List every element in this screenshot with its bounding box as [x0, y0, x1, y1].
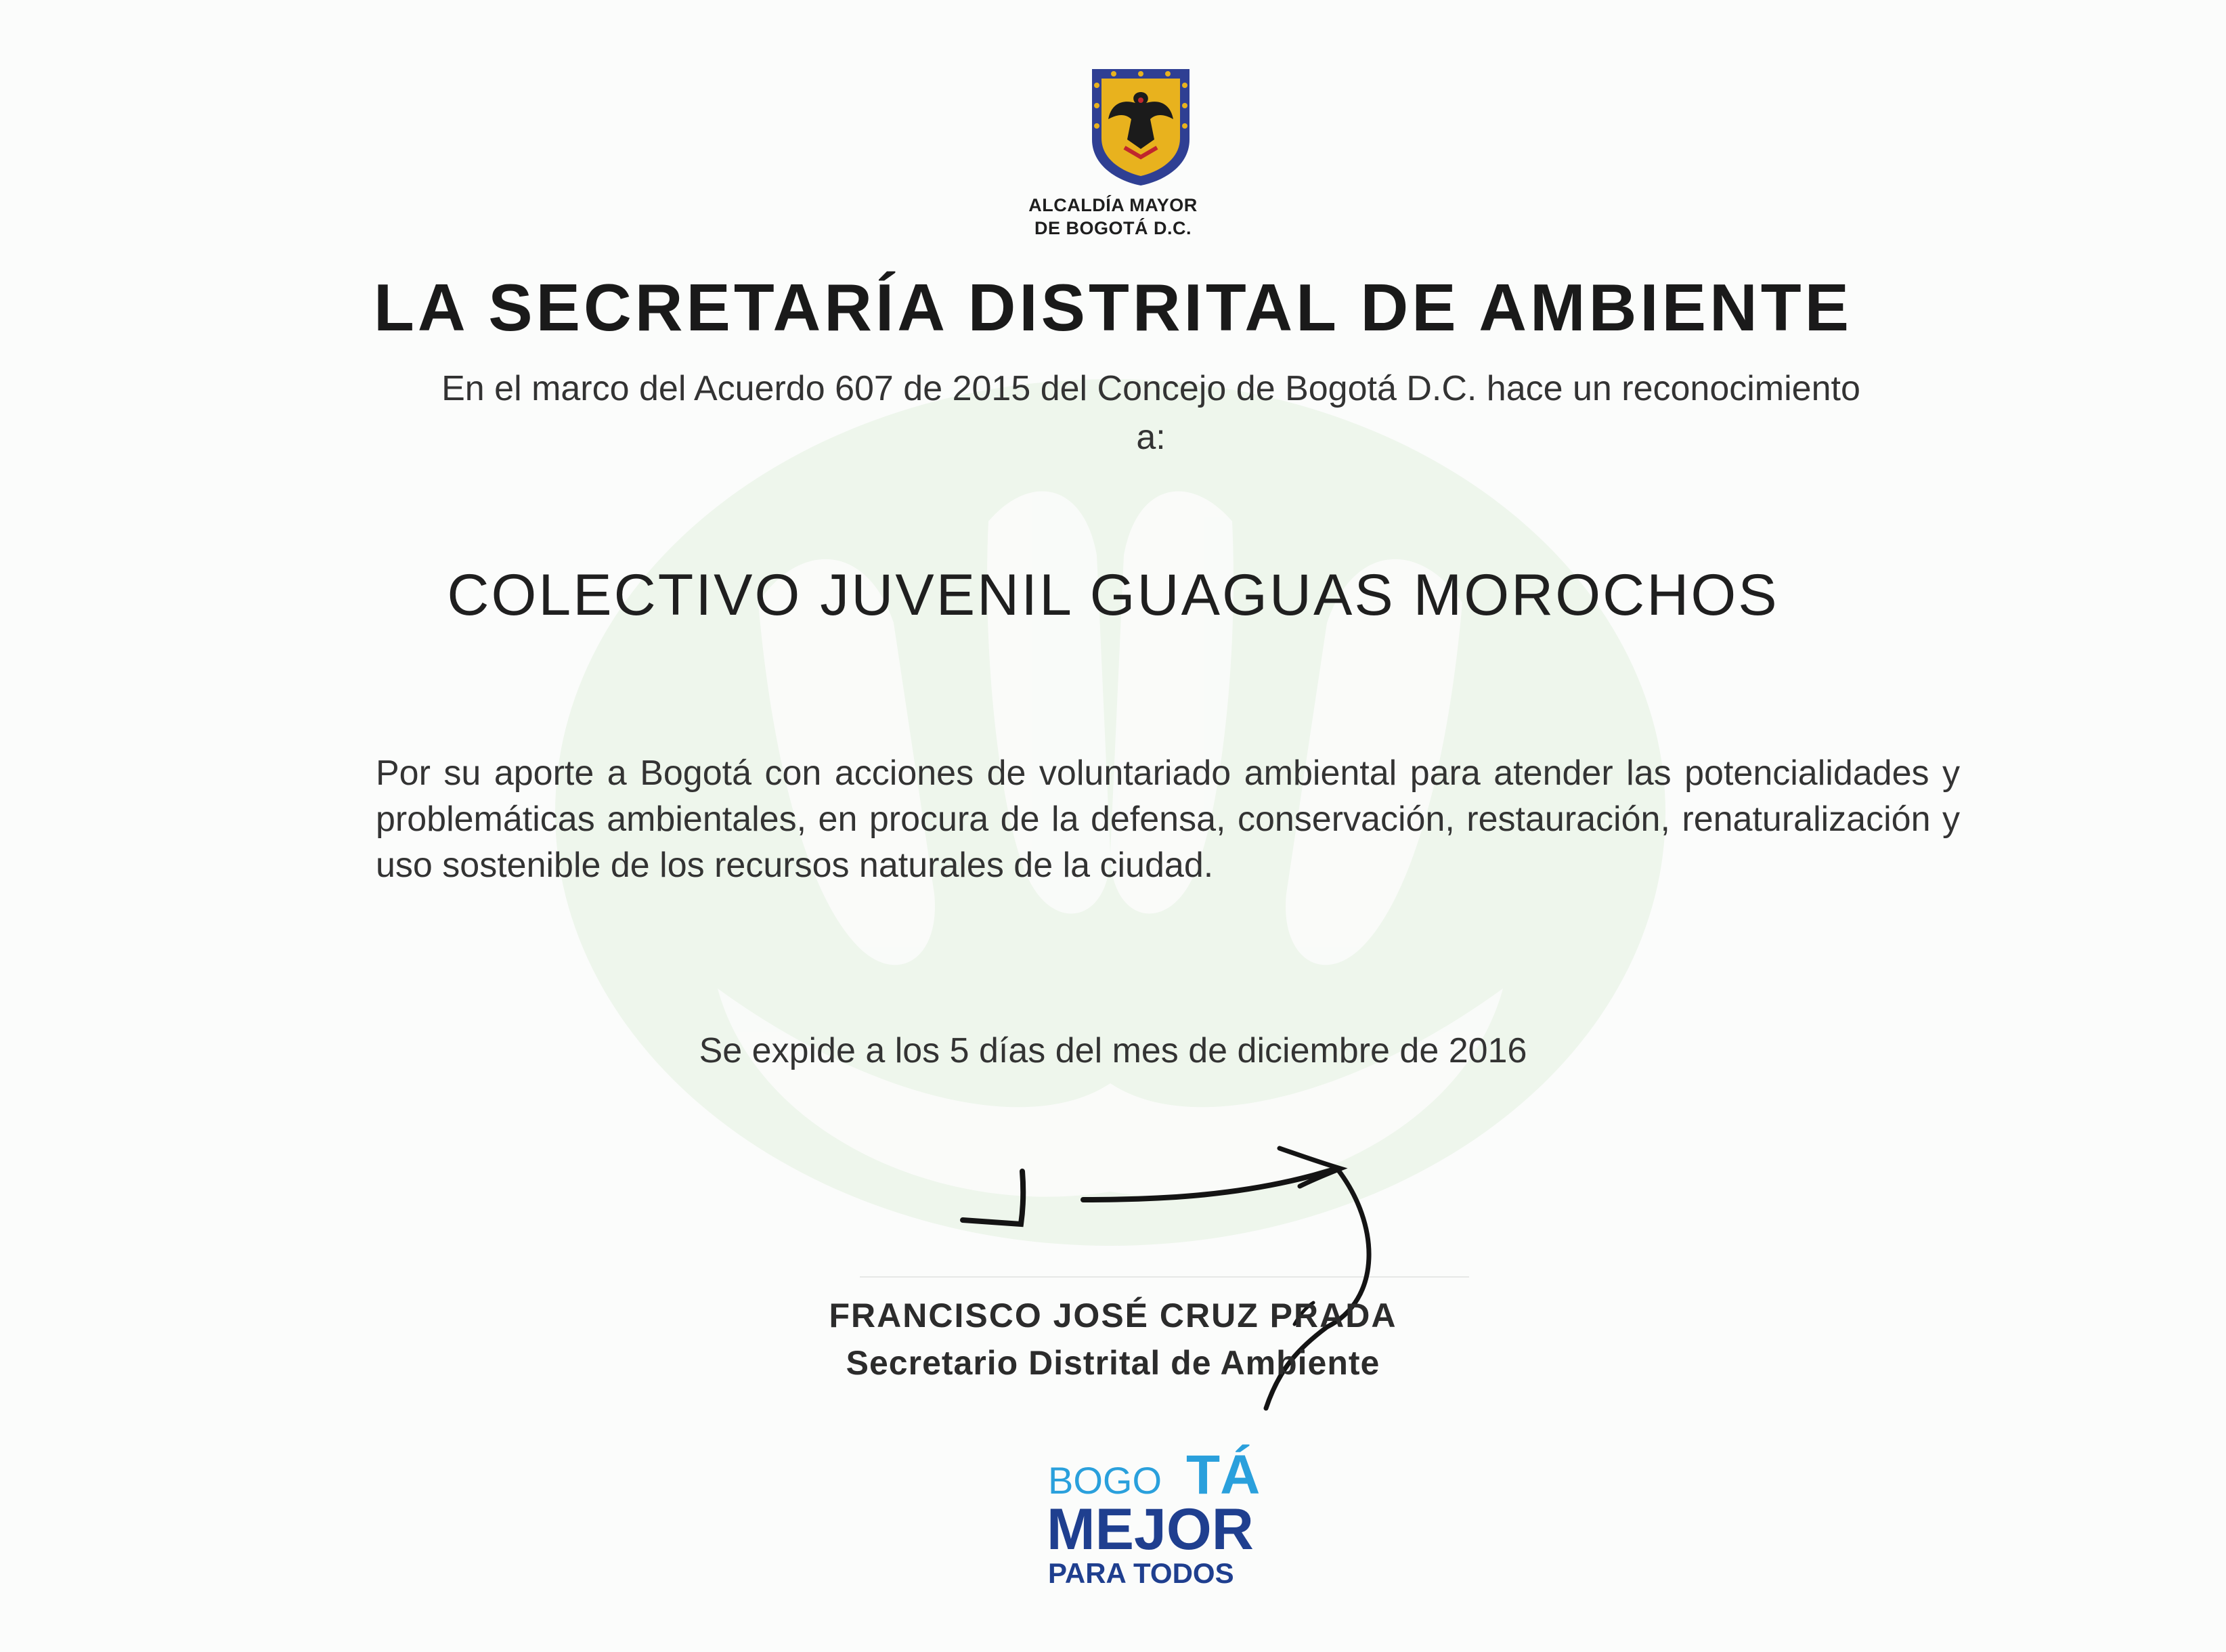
recipient-name: COLECTIVO JUVENIL GUAGUAS MOROCHOS — [447, 563, 1779, 628]
certificate-title: LA SECRETARÍA DISTRITAL DE AMBIENTE — [374, 270, 1852, 345]
signer-role: Secretario Distrital de Ambiente — [846, 1344, 1380, 1382]
issue-date: Se expide a los 5 días del mes de diciembre de 2016 — [699, 1031, 1527, 1070]
coat-of-arms-icon — [1087, 65, 1195, 187]
signer-name: FRANCISCO JOSÉ CRUZ PRADA — [829, 1297, 1397, 1334]
recognition-text: Por su aporte a Bogotá con acciones de voluntariado ambiental para atender las potencialidades y problemáticas ambientales, en procura de la defensa, conservación, restauración, renaturalización y uso sostenible de los recursos naturales de la ciudad. — [376, 754, 1960, 885]
slogan-line3: PARA TODOS — [1048, 1557, 1234, 1589]
bogota-mejor-para-todos-logo — [1043, 1429, 1327, 1598]
issuer-name-line2: DE BOGOTÁ D.C. — [1034, 218, 1192, 238]
handwritten-signature — [948, 1124, 1422, 1435]
issuer-name-line1: ALCALDÍA MAYOR — [1028, 195, 1198, 215]
intro-text: En el marco del Acuerdo 607 de 2015 del Concejo de Bogotá D.C. hace un reconocimiento a: — [441, 369, 1860, 457]
slogan-line2: MEJOR — [1047, 1497, 1254, 1562]
slogan-line1-light: BOGO — [1048, 1459, 1162, 1502]
slogan-line1-bold: TÁ — [1186, 1444, 1261, 1506]
